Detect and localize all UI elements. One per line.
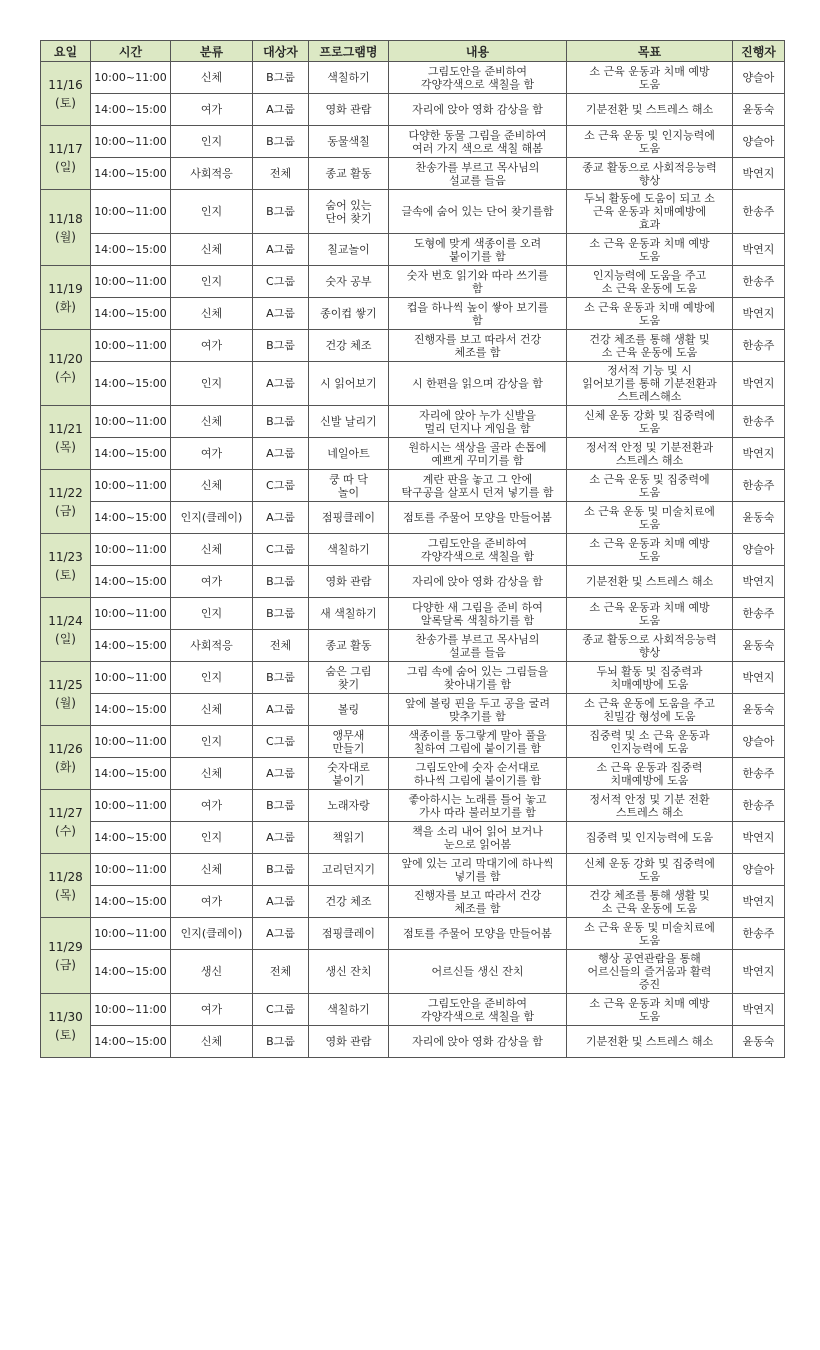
day-date: 11/21 bbox=[48, 421, 83, 436]
header-goal: 목표 bbox=[567, 41, 733, 62]
time-cell: 14:00~15:00 bbox=[91, 234, 171, 266]
content-cell: 도형에 맞게 색종이를 오려 붙이기를 함 bbox=[389, 234, 567, 266]
target-cell: B그룹 bbox=[253, 1026, 309, 1058]
day-cell bbox=[41, 62, 91, 126]
category-cell: 여가 bbox=[171, 94, 253, 126]
program-cell: 노래자랑 bbox=[309, 790, 389, 822]
goal-cell: 소 근육 운동 및 미술치료에 도움 bbox=[567, 502, 733, 534]
program-cell: 색칠하기 bbox=[309, 62, 389, 94]
program-cell: 종이컵 쌓기 bbox=[309, 298, 389, 330]
time-cell: 14:00~15:00 bbox=[91, 950, 171, 994]
category-cell: 인지 bbox=[171, 662, 253, 694]
day-cell bbox=[41, 918, 91, 994]
time-cell: 10:00~11:00 bbox=[91, 330, 171, 362]
category-cell: 신체 bbox=[171, 62, 253, 94]
category-cell: 신체 bbox=[171, 234, 253, 266]
table-row bbox=[41, 190, 785, 234]
program-cell: 색칠하기 bbox=[309, 534, 389, 566]
leader-cell: 한송주 bbox=[733, 266, 785, 298]
category-cell: 신체 bbox=[171, 854, 253, 886]
leader-cell: 박연지 bbox=[733, 362, 785, 406]
target-cell: A그룹 bbox=[253, 886, 309, 918]
schedule-sheet bbox=[40, 40, 785, 1058]
leader-cell: 박연지 bbox=[733, 234, 785, 266]
goal-cell: 소 근육 운동 및 인지능력에 도움 bbox=[567, 126, 733, 158]
category-cell: 인지 bbox=[171, 362, 253, 406]
content-cell: 진행자를 보고 따라서 건강 체조를 함 bbox=[389, 886, 567, 918]
content-cell: 그림도안을 준비하여 각양각색으로 색칠을 함 bbox=[389, 62, 567, 94]
category-cell: 인지(클레이) bbox=[171, 918, 253, 950]
target-cell: B그룹 bbox=[253, 598, 309, 630]
day-cell bbox=[41, 266, 91, 330]
time-cell: 10:00~11:00 bbox=[91, 266, 171, 298]
day-weekday: (화) bbox=[55, 759, 76, 774]
table-row bbox=[41, 1026, 785, 1058]
leader-cell: 윤동숙 bbox=[733, 94, 785, 126]
table-row bbox=[41, 694, 785, 726]
leader-cell: 박연지 bbox=[733, 994, 785, 1026]
table-row bbox=[41, 854, 785, 886]
content-cell: 찬송가를 부르고 목사님의 설교를 들음 bbox=[389, 630, 567, 662]
target-cell: B그룹 bbox=[253, 126, 309, 158]
program-cell: 책읽기 bbox=[309, 822, 389, 854]
leader-cell: 윤동숙 bbox=[733, 502, 785, 534]
program-cell: 시 읽어보기 bbox=[309, 362, 389, 406]
content-cell: 점토를 주물어 모양을 만들어봄 bbox=[389, 918, 567, 950]
table-row bbox=[41, 362, 785, 406]
content-cell: 자리에 앉아 누가 신발을 멀리 던지나 게임을 함 bbox=[389, 406, 567, 438]
time-cell: 14:00~15:00 bbox=[91, 158, 171, 190]
day-cell bbox=[41, 190, 91, 266]
day-cell bbox=[41, 662, 91, 726]
leader-cell: 한송주 bbox=[733, 406, 785, 438]
time-cell: 14:00~15:00 bbox=[91, 694, 171, 726]
program-cell: 동물색칠 bbox=[309, 126, 389, 158]
schedule-table bbox=[40, 40, 785, 1058]
category-cell: 신체 bbox=[171, 1026, 253, 1058]
day-weekday: (월) bbox=[55, 229, 76, 244]
leader-cell: 박연지 bbox=[733, 298, 785, 330]
header-program: 프로그램명 bbox=[309, 41, 389, 62]
table-row bbox=[41, 822, 785, 854]
goal-cell: 종교 활동으로 사회적응능력 향상 bbox=[567, 158, 733, 190]
content-cell: 숫자 번호 읽기와 따라 쓰기를 함 bbox=[389, 266, 567, 298]
content-cell: 자리에 앉아 영화 감상을 함 bbox=[389, 1026, 567, 1058]
target-cell: A그룹 bbox=[253, 298, 309, 330]
content-cell: 시 한편을 읽으며 감상을 함 bbox=[389, 362, 567, 406]
target-cell: C그룹 bbox=[253, 726, 309, 758]
target-cell: A그룹 bbox=[253, 822, 309, 854]
time-cell: 10:00~11:00 bbox=[91, 994, 171, 1026]
program-cell: 숨은 그림 찾기 bbox=[309, 662, 389, 694]
table-row bbox=[41, 994, 785, 1026]
program-cell: 건강 체조 bbox=[309, 330, 389, 362]
day-date: 11/16 bbox=[48, 77, 83, 92]
time-cell: 14:00~15:00 bbox=[91, 94, 171, 126]
leader-cell: 한송주 bbox=[733, 790, 785, 822]
table-row bbox=[41, 566, 785, 598]
content-cell: 좋아하시는 노래를 틀어 놓고 가사 따라 불러보기를 함 bbox=[389, 790, 567, 822]
goal-cell: 소 근육 운동 및 미술치료에 도움 bbox=[567, 918, 733, 950]
target-cell: B그룹 bbox=[253, 62, 309, 94]
table-row bbox=[41, 950, 785, 994]
table-row bbox=[41, 502, 785, 534]
leader-cell: 한송주 bbox=[733, 918, 785, 950]
header-content: 내용 bbox=[389, 41, 567, 62]
target-cell: C그룹 bbox=[253, 470, 309, 502]
content-cell: 다양한 동물 그림을 준비하여 여러 가지 색으로 색칠 해봄 bbox=[389, 126, 567, 158]
goal-cell: 종교 활동으로 사회적응능력 향상 bbox=[567, 630, 733, 662]
content-cell: 그림도안을 준비하여 각양각색으로 색칠을 함 bbox=[389, 994, 567, 1026]
category-cell: 인지 bbox=[171, 266, 253, 298]
category-cell: 신체 bbox=[171, 758, 253, 790]
day-cell bbox=[41, 470, 91, 534]
target-cell: A그룹 bbox=[253, 438, 309, 470]
time-cell: 10:00~11:00 bbox=[91, 190, 171, 234]
day-weekday: (일) bbox=[55, 159, 76, 174]
schedule-body bbox=[41, 62, 785, 1058]
table-row bbox=[41, 534, 785, 566]
day-cell bbox=[41, 790, 91, 854]
table-row bbox=[41, 266, 785, 298]
time-cell: 10:00~11:00 bbox=[91, 534, 171, 566]
target-cell: B그룹 bbox=[253, 190, 309, 234]
day-cell bbox=[41, 726, 91, 790]
goal-cell: 소 근육 운동 및 집중력에 도움 bbox=[567, 470, 733, 502]
target-cell: A그룹 bbox=[253, 234, 309, 266]
content-cell: 앞에 있는 고리 막대기에 하나씩 넣기를 함 bbox=[389, 854, 567, 886]
day-cell bbox=[41, 330, 91, 406]
day-weekday: (목) bbox=[55, 439, 76, 454]
target-cell: C그룹 bbox=[253, 534, 309, 566]
table-row bbox=[41, 886, 785, 918]
day-date: 11/30 bbox=[48, 1009, 83, 1024]
day-date: 11/26 bbox=[48, 741, 83, 756]
day-cell bbox=[41, 406, 91, 470]
category-cell: 사회적응 bbox=[171, 158, 253, 190]
content-cell: 계란 판을 놓고 그 안에 탁구공을 살포시 던져 넣기를 함 bbox=[389, 470, 567, 502]
day-weekday: (토) bbox=[55, 1027, 76, 1042]
table-row bbox=[41, 158, 785, 190]
header-category: 분류 bbox=[171, 41, 253, 62]
day-weekday: (수) bbox=[55, 369, 76, 384]
goal-cell: 신체 운동 강화 및 집중력에 도움 bbox=[567, 406, 733, 438]
table-row bbox=[41, 790, 785, 822]
goal-cell: 기분전환 및 스트레스 해소 bbox=[567, 94, 733, 126]
day-date: 11/29 bbox=[48, 939, 83, 954]
content-cell: 앞에 볼링 핀을 두고 공을 굴려 맞추기를 함 bbox=[389, 694, 567, 726]
program-cell: 색칠하기 bbox=[309, 994, 389, 1026]
time-cell: 14:00~15:00 bbox=[91, 298, 171, 330]
target-cell: 전체 bbox=[253, 158, 309, 190]
target-cell: A그룹 bbox=[253, 502, 309, 534]
time-cell: 14:00~15:00 bbox=[91, 630, 171, 662]
day-weekday: (금) bbox=[55, 503, 76, 518]
leader-cell: 양슬아 bbox=[733, 534, 785, 566]
day-cell bbox=[41, 854, 91, 918]
content-cell: 컵을 하나씩 높이 쌓아 보기를 함 bbox=[389, 298, 567, 330]
header-time: 시간 bbox=[91, 41, 171, 62]
time-cell: 14:00~15:00 bbox=[91, 886, 171, 918]
time-cell: 14:00~15:00 bbox=[91, 758, 171, 790]
target-cell: A그룹 bbox=[253, 758, 309, 790]
category-cell: 여가 bbox=[171, 790, 253, 822]
target-cell: 전체 bbox=[253, 630, 309, 662]
time-cell: 10:00~11:00 bbox=[91, 126, 171, 158]
target-cell: A그룹 bbox=[253, 362, 309, 406]
leader-cell: 양슬아 bbox=[733, 854, 785, 886]
leader-cell: 박연지 bbox=[733, 662, 785, 694]
leader-cell: 양슬아 bbox=[733, 126, 785, 158]
content-cell: 원하시는 색상을 골라 손톱에 예쁘게 꾸미기를 함 bbox=[389, 438, 567, 470]
goal-cell: 소 근육 운동과 집중력 치매예방에 도움 bbox=[567, 758, 733, 790]
leader-cell: 한송주 bbox=[733, 470, 785, 502]
day-date: 11/23 bbox=[48, 549, 83, 564]
category-cell: 인지 bbox=[171, 126, 253, 158]
day-date: 11/25 bbox=[48, 677, 83, 692]
day-date: 11/24 bbox=[48, 613, 83, 628]
program-cell: 종교 활동 bbox=[309, 630, 389, 662]
leader-cell: 박연지 bbox=[733, 886, 785, 918]
content-cell: 책을 소리 내어 읽어 보거나 눈으로 읽어봄 bbox=[389, 822, 567, 854]
program-cell: 숫자대로 붙이기 bbox=[309, 758, 389, 790]
day-weekday: (금) bbox=[55, 957, 76, 972]
category-cell: 여가 bbox=[171, 438, 253, 470]
program-cell: 볼링 bbox=[309, 694, 389, 726]
leader-cell: 박연지 bbox=[733, 566, 785, 598]
target-cell: 전체 bbox=[253, 950, 309, 994]
category-cell: 신체 bbox=[171, 470, 253, 502]
goal-cell: 소 근육 운동과 치매 예방 도움 bbox=[567, 234, 733, 266]
day-date: 11/20 bbox=[48, 351, 83, 366]
leader-cell: 한송주 bbox=[733, 190, 785, 234]
program-cell: 숫자 공부 bbox=[309, 266, 389, 298]
day-cell bbox=[41, 534, 91, 598]
table-row bbox=[41, 126, 785, 158]
leader-cell: 박연지 bbox=[733, 158, 785, 190]
day-cell bbox=[41, 994, 91, 1058]
table-row bbox=[41, 62, 785, 94]
program-cell: 신발 날리기 bbox=[309, 406, 389, 438]
header-day: 요일 bbox=[41, 41, 91, 62]
goal-cell: 건강 체조를 통해 생활 및 소 근육 운동에 도움 bbox=[567, 886, 733, 918]
goal-cell: 인지능력에 도움을 주고 소 근육 운동에 도움 bbox=[567, 266, 733, 298]
program-cell: 숨어 있는 단어 찾기 bbox=[309, 190, 389, 234]
target-cell: B그룹 bbox=[253, 566, 309, 598]
category-cell: 신체 bbox=[171, 406, 253, 438]
header-target: 대상자 bbox=[253, 41, 309, 62]
leader-cell: 박연지 bbox=[733, 438, 785, 470]
target-cell: A그룹 bbox=[253, 694, 309, 726]
time-cell: 14:00~15:00 bbox=[91, 438, 171, 470]
header-leader: 진행자 bbox=[733, 41, 785, 62]
content-cell: 자리에 앉아 영화 감상을 함 bbox=[389, 566, 567, 598]
time-cell: 10:00~11:00 bbox=[91, 918, 171, 950]
target-cell: C그룹 bbox=[253, 994, 309, 1026]
header-row bbox=[41, 41, 785, 62]
category-cell: 신체 bbox=[171, 534, 253, 566]
leader-cell: 양슬아 bbox=[733, 62, 785, 94]
goal-cell: 소 근육 운동과 치매 예방 도움 bbox=[567, 994, 733, 1026]
day-weekday: (화) bbox=[55, 299, 76, 314]
target-cell: B그룹 bbox=[253, 330, 309, 362]
day-weekday: (월) bbox=[55, 695, 76, 710]
category-cell: 인지(클레이) bbox=[171, 502, 253, 534]
goal-cell: 소 근육 운동과 치매 예방 도움 bbox=[567, 62, 733, 94]
category-cell: 인지 bbox=[171, 726, 253, 758]
table-row bbox=[41, 234, 785, 266]
content-cell: 점토를 주물어 모양을 만들어봄 bbox=[389, 502, 567, 534]
content-cell: 어르신들 생신 잔치 bbox=[389, 950, 567, 994]
leader-cell: 윤동숙 bbox=[733, 694, 785, 726]
table-row bbox=[41, 662, 785, 694]
day-weekday: (토) bbox=[55, 567, 76, 582]
leader-cell: 윤동숙 bbox=[733, 630, 785, 662]
goal-cell: 두뇌 활동 및 집중력과 치매예방에 도움 bbox=[567, 662, 733, 694]
category-cell: 인지 bbox=[171, 598, 253, 630]
goal-cell: 소 근육 운동에 도움을 주고 친밀감 형성에 도움 bbox=[567, 694, 733, 726]
time-cell: 14:00~15:00 bbox=[91, 1026, 171, 1058]
time-cell: 10:00~11:00 bbox=[91, 598, 171, 630]
content-cell: 색종이를 동그랗게 말아 풀을 칠하여 그림에 붙이기를 함 bbox=[389, 726, 567, 758]
goal-cell: 소 근육 운동과 치매 예방 도움 bbox=[567, 598, 733, 630]
goal-cell: 기분전환 및 스트레스 해소 bbox=[567, 566, 733, 598]
time-cell: 10:00~11:00 bbox=[91, 406, 171, 438]
day-weekday: (일) bbox=[55, 631, 76, 646]
target-cell: A그룹 bbox=[253, 94, 309, 126]
goal-cell: 정서적 안정 및 기분 전환 스트레스 해소 bbox=[567, 790, 733, 822]
content-cell: 글속에 숨어 있는 단어 찾기를함 bbox=[389, 190, 567, 234]
program-cell: 건강 체조 bbox=[309, 886, 389, 918]
leader-cell: 윤동숙 bbox=[733, 1026, 785, 1058]
goal-cell: 건강 체조를 통해 생활 및 소 근육 운동에 도움 bbox=[567, 330, 733, 362]
time-cell: 14:00~15:00 bbox=[91, 362, 171, 406]
time-cell: 14:00~15:00 bbox=[91, 502, 171, 534]
day-weekday: (수) bbox=[55, 823, 76, 838]
day-cell bbox=[41, 126, 91, 190]
time-cell: 10:00~11:00 bbox=[91, 62, 171, 94]
category-cell: 여가 bbox=[171, 330, 253, 362]
table-row bbox=[41, 330, 785, 362]
time-cell: 14:00~15:00 bbox=[91, 566, 171, 598]
goal-cell: 행상 공연관람을 통해 어르신들의 즐거움과 활력 증진 bbox=[567, 950, 733, 994]
day-date: 11/27 bbox=[48, 805, 83, 820]
day-date: 11/22 bbox=[48, 485, 83, 500]
program-cell: 점핑클레이 bbox=[309, 502, 389, 534]
table-row bbox=[41, 758, 785, 790]
goal-cell: 기분전환 및 스트레스 해소 bbox=[567, 1026, 733, 1058]
category-cell: 여가 bbox=[171, 886, 253, 918]
leader-cell: 한송주 bbox=[733, 758, 785, 790]
day-weekday: (토) bbox=[55, 95, 76, 110]
target-cell: A그룹 bbox=[253, 918, 309, 950]
table-row bbox=[41, 598, 785, 630]
category-cell: 신체 bbox=[171, 694, 253, 726]
program-cell: 쿵 따 닥 놀이 bbox=[309, 470, 389, 502]
table-row bbox=[41, 918, 785, 950]
category-cell: 생신 bbox=[171, 950, 253, 994]
program-cell: 고리던지기 bbox=[309, 854, 389, 886]
goal-cell: 두뇌 활동에 도움이 되고 소 근육 운동과 치매예방에 효과 bbox=[567, 190, 733, 234]
program-cell: 영화 관람 bbox=[309, 566, 389, 598]
time-cell: 10:00~11:00 bbox=[91, 854, 171, 886]
leader-cell: 양슬아 bbox=[733, 726, 785, 758]
table-row bbox=[41, 406, 785, 438]
day-date: 11/17 bbox=[48, 141, 83, 156]
target-cell: B그룹 bbox=[253, 854, 309, 886]
day-cell bbox=[41, 598, 91, 662]
day-date: 11/19 bbox=[48, 281, 83, 296]
program-cell: 종교 활동 bbox=[309, 158, 389, 190]
program-cell: 영화 관람 bbox=[309, 1026, 389, 1058]
content-cell: 그림도안에 숫자 순서대로 하나씩 그림에 붙이기를 함 bbox=[389, 758, 567, 790]
day-date: 11/18 bbox=[48, 211, 83, 226]
leader-cell: 박연지 bbox=[733, 822, 785, 854]
program-cell: 생신 잔치 bbox=[309, 950, 389, 994]
program-cell: 칠교놀이 bbox=[309, 234, 389, 266]
time-cell: 10:00~11:00 bbox=[91, 790, 171, 822]
time-cell: 10:00~11:00 bbox=[91, 662, 171, 694]
category-cell: 인지 bbox=[171, 822, 253, 854]
target-cell: B그룹 bbox=[253, 662, 309, 694]
table-row bbox=[41, 726, 785, 758]
goal-cell: 정서적 기능 및 시 읽어보기를 통해 기분전환과 스트레스해소 bbox=[567, 362, 733, 406]
leader-cell: 한송주 bbox=[733, 598, 785, 630]
leader-cell: 박연지 bbox=[733, 950, 785, 994]
category-cell: 여가 bbox=[171, 566, 253, 598]
day-date: 11/28 bbox=[48, 869, 83, 884]
program-cell: 영화 관람 bbox=[309, 94, 389, 126]
program-cell: 새 색칠하기 bbox=[309, 598, 389, 630]
goal-cell: 소 근육 운동과 치매 예방 도움 bbox=[567, 534, 733, 566]
content-cell: 그림도안을 준비하여 각양각색으로 색칠을 함 bbox=[389, 534, 567, 566]
target-cell: B그룹 bbox=[253, 790, 309, 822]
table-row bbox=[41, 470, 785, 502]
leader-cell: 한송주 bbox=[733, 330, 785, 362]
content-cell: 찬송가를 부르고 목사님의 설교를 들음 bbox=[389, 158, 567, 190]
time-cell: 14:00~15:00 bbox=[91, 822, 171, 854]
content-cell: 자리에 앉아 영화 감상을 함 bbox=[389, 94, 567, 126]
goal-cell: 신체 운동 강화 및 집중력에 도움 bbox=[567, 854, 733, 886]
table-row bbox=[41, 298, 785, 330]
table-row bbox=[41, 94, 785, 126]
content-cell: 진행자를 보고 따라서 건강 체조를 함 bbox=[389, 330, 567, 362]
target-cell: B그룹 bbox=[253, 406, 309, 438]
goal-cell: 정서적 안정 및 기분전환과 스트레스 해소 bbox=[567, 438, 733, 470]
program-cell: 네일아트 bbox=[309, 438, 389, 470]
table-row bbox=[41, 630, 785, 662]
program-cell: 점핑클레이 bbox=[309, 918, 389, 950]
day-weekday: (목) bbox=[55, 887, 76, 902]
time-cell: 10:00~11:00 bbox=[91, 470, 171, 502]
category-cell: 여가 bbox=[171, 994, 253, 1026]
content-cell: 다양한 새 그림을 준비 하여 알록달록 색칠하기를 함 bbox=[389, 598, 567, 630]
category-cell: 사회적응 bbox=[171, 630, 253, 662]
category-cell: 인지 bbox=[171, 190, 253, 234]
goal-cell: 집중력 및 소 근육 운동과 인지능력에 도움 bbox=[567, 726, 733, 758]
target-cell: C그룹 bbox=[253, 266, 309, 298]
program-cell: 앵무새 만들기 bbox=[309, 726, 389, 758]
goal-cell: 집중력 및 인지능력에 도움 bbox=[567, 822, 733, 854]
content-cell: 그림 속에 숨어 있는 그림들을 찾아내기를 함 bbox=[389, 662, 567, 694]
goal-cell: 소 근육 운동과 치매 예방에 도움 bbox=[567, 298, 733, 330]
time-cell: 10:00~11:00 bbox=[91, 726, 171, 758]
category-cell: 신체 bbox=[171, 298, 253, 330]
table-row bbox=[41, 438, 785, 470]
